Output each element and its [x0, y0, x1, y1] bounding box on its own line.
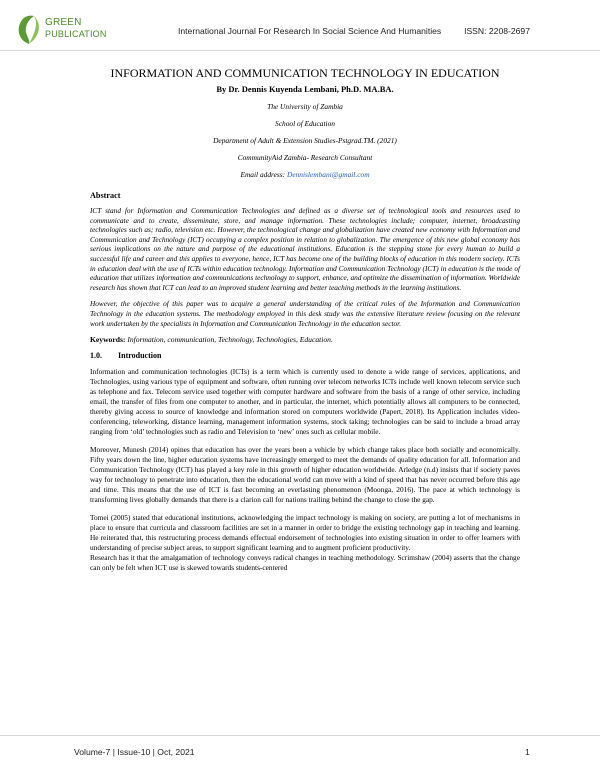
page-number: 1 [525, 747, 530, 757]
email-label: Email address: [240, 170, 287, 179]
section-heading [90, 351, 520, 360]
body-paragraph-2: Moreover, Munesh (2014) opines that education has over the years been a vehicle by which change takes place both socially and economically. Fifty years down the line, higher education systems have increasingly emerged to meet the demands of quality education for all. Information and Communication Technology (ICT) has played a key role in this growth of higher education worldwide. Arledge (n.d) insists that if society paves way for technology to penetrate into education, then the educational world can move with a kind of speed that has never occurred before this age and time. This means that the use of ICT is fast becoming an everlasting phenomenon (Moonga, 2016). The pace at which technology is transforming lives globally demands that there is a clarion call for nations trailing behind the change to close the gap. [90, 445, 520, 505]
leaf-logo-icon [14, 14, 44, 46]
affiliation-consultant: CommunityAid Zambia- Research Consultant [237, 153, 373, 162]
affiliation-department: Department of Adult & Extension Studies-Pstgrad.TM. (2021) [213, 136, 397, 145]
header-divider [0, 50, 600, 51]
paper-content [90, 66, 520, 573]
publisher-logo [14, 14, 114, 48]
author-line: By Dr. Dennis Kuyenda Lembani, Ph.D. MA.BA. [216, 84, 394, 94]
email-line [90, 170, 520, 179]
section-title: Introduction [118, 351, 162, 361]
footer-divider [0, 735, 600, 736]
logo-text-publication: PUBLICATION [45, 29, 107, 39]
abstract-heading: Abstract [90, 191, 121, 200]
body-paragraph-4: Research has it that the amalgamation of technology conveys radical changes in teaching methodology. Scrimshaw (2004) asserts that the change can only be felt when ICT use is skewed towards students-centered [90, 553, 520, 573]
affiliation-school: School of Education [275, 119, 335, 128]
page-footer [0, 735, 600, 776]
abstract-paragraph-2: However, the objective of this paper was to acquire a general understanding of the critical roles of the Information and Communication Technology in the education systems. The methodology employed in this desk study was the extensive literature review focusing on the relevant work undertaken by the specialists in Information and Communication Technology in the education sector. [90, 299, 520, 328]
issn: ISSN: 2208-2697 [464, 26, 530, 36]
body-paragraph-1: Information and communication technologies (ICTs) is a term which is currently used to denote a wide range of services, applications, and Technologies, using various type of equipment and software, often running over telecom networks ICTs include well known telecom service such as telephone and fax. Telecom service used together with computer hardware and software from the basis of a range of other service, including email, the transfer of files from one computer to another, and in particular, the internet, which potentially allows all computers to be connected, thereby giving access to source of knowledge and information stored on computers worldwide (Papert, 2018). Its Application includes video-conferencing, teleworking, distance learning, management information systems, stock taking; technologies can be said to include a broad array ranging from ‘old’ technologies such as radio and Television to ‘new’ ones such as cellular mobile. [90, 367, 520, 437]
page-header [0, 0, 600, 60]
logo-text-green: GREEN [45, 17, 82, 28]
keywords-line [90, 335, 520, 344]
volume-issue: Volume-7 | Issue-10 | Oct, 2021 [74, 747, 195, 757]
email-link[interactable]: Dennislembani@gmail.com [286, 170, 370, 179]
body-paragraph-3: Tomei (2005) stated that educational institutions, acknowledging the impact technology is making on society, are putting a lot of mechanisms in place to ensure that curricula and classroom facilities are set in a manner in order to bridge the existing technology gap in teaching and learning. He reiterated that, this restructuring process demands effectual endorsement of technologies into existing situation in order to offer learners with understanding of precise subject areas, to support significant learning and to augment proficient productivity. [90, 513, 520, 553]
abstract-paragraph-1: ICT stand for Information and Communication Technologies and defined as a diverse set of technological tools and resources used to communicate and to create, disseminate, store, and manage information. These technologies include; computer, internet, broadcasting technologies such as; radio, television etc. However, the technological change and globalization have created new economy with Information and Communication and Technology (ICT) occupying a complex position in relation to globalization. The emergence of this new global economy has serious implications on the nature and purpose of the educational institutions. Education is the stepping stone for every human to build a successful life and career and this applies to everyone, hence, ICT has become one of the building blocks of education in this modern society. ICTs in education deal with the use of ICTs within education technology. Information and Communication Technology (ICT) in education is the mode of education that utilizes information and communications technology to support, enhance, and optimize the dissemination of information. Worldwide research has shown that ICT can lead to an improved student learning and better teaching methods in the learning institutions. [90, 206, 520, 292]
keywords-value: Information, communication, Technology, Technologies, Education. [127, 335, 333, 345]
paper-title: INFORMATION AND COMMUNICATION TECHNOLOGY IN EDUCATION [110, 66, 500, 80]
journal-name: International Journal For Research In Social Science And Humanities [178, 26, 442, 36]
affiliation-university: The University of Zambia [267, 102, 343, 111]
keywords-label: Keywords: [90, 335, 126, 345]
section-number: 1.0. [90, 351, 102, 361]
